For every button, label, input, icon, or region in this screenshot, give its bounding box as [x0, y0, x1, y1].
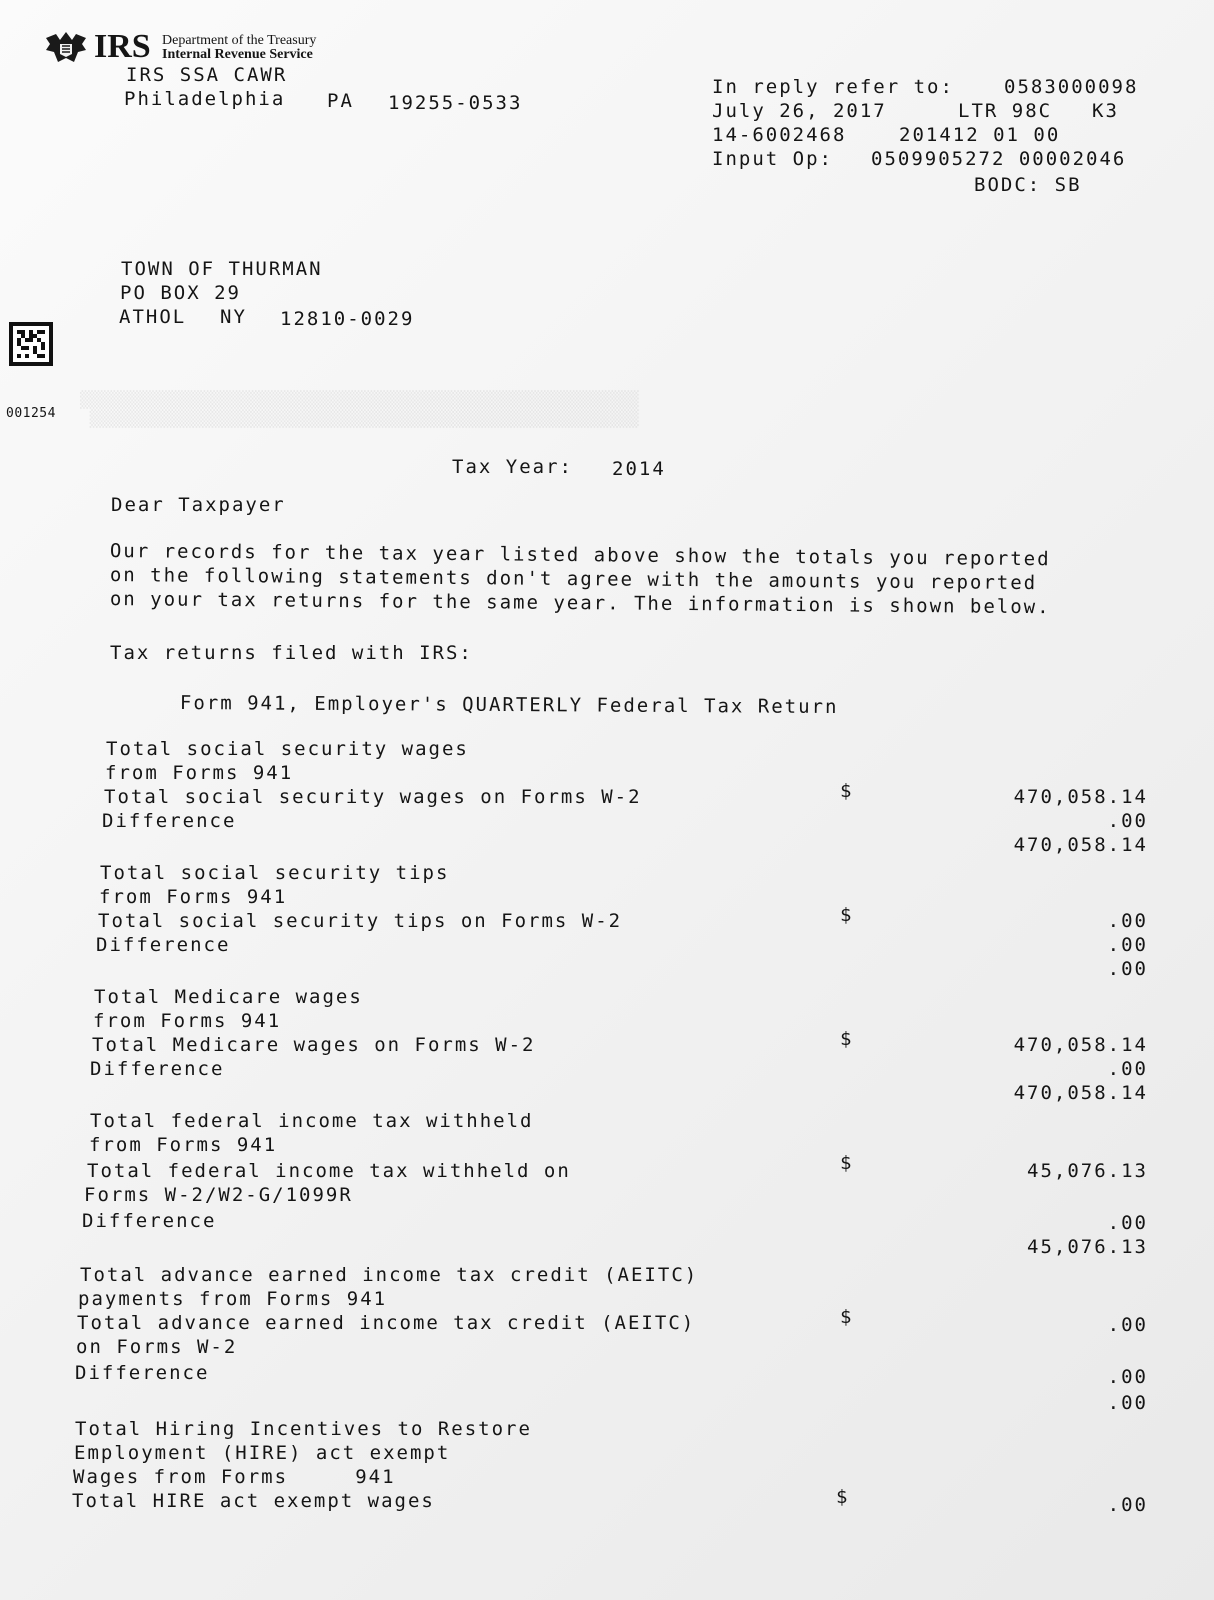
fit-dollar-sign: $ [840, 1152, 854, 1174]
hire-label: Total Hiring Incentives to Restore [75, 1418, 532, 1440]
sender-office: IRS SSA CAWR [126, 64, 288, 86]
ss-wages-w2-value: .00 [1107, 810, 1148, 832]
ss-wages-dollar-sign: $ [840, 780, 854, 802]
input-op-value: 0509905272 00002046 [871, 148, 1127, 170]
fit-sublabel: from Forms 941 [89, 1134, 278, 1156]
sender-state: PA [327, 90, 354, 112]
fit-941-value: 45,076.13 [1027, 1160, 1148, 1182]
hire-forms-label: Wages from Forms 941 [73, 1466, 396, 1488]
hire-total-label: Total HIRE act exempt wages [72, 1490, 435, 1512]
letter-code: LTR 98C [958, 100, 1053, 122]
input-op-label: Input Op: [712, 148, 833, 170]
aeitc-label: Total advance earned income tax credit (AEITC) [80, 1264, 699, 1286]
medicare-wages-w2-value: .00 [1107, 1058, 1148, 1080]
side-sequence-number: 001254 [6, 406, 56, 421]
ss-tips-label: Total social security tips [100, 862, 450, 884]
ss-tips-difference-label: Difference [96, 934, 231, 956]
aeitc-difference-label: Difference [75, 1362, 210, 1384]
medicare-wages-dollar-sign: $ [840, 1028, 854, 1050]
aeitc-sublabel: payments from Forms 941 [78, 1288, 388, 1310]
sender-zip: 19255-0533 [388, 92, 523, 114]
form-941-title: Form 941, Employer's QUARTERLY Federal Tax Return [179, 692, 839, 719]
fit-difference-value: 45,076.13 [1027, 1236, 1148, 1258]
hire-dollar-sign: $ [836, 1486, 850, 1508]
intro-line-2: on the following statements don't agree with the amounts you reported [109, 564, 1038, 595]
fit-w2-label: Total federal income tax withheld on [87, 1160, 571, 1182]
greeting: Dear Taxpayer [111, 494, 286, 516]
ss-wages-difference-label: Difference [102, 810, 237, 832]
ss-wages-label: Total social security wages [106, 738, 469, 760]
ss-wages-941-value: 470,058.14 [1013, 786, 1148, 808]
ss-wages-sublabel: from Forms 941 [105, 762, 294, 784]
aeitc-w2-label: Total advance earned income tax credit (AEITC) [77, 1312, 696, 1334]
recipient-name: TOWN OF THURMAN [121, 258, 323, 280]
irs-eagle-logo-icon [44, 30, 88, 64]
ss-tips-difference-value: .00 [1107, 958, 1148, 980]
recipient-city: ATHOL [119, 306, 187, 328]
tax-period: 201412 01 00 [899, 124, 1061, 146]
aeitc-dollar-sign: $ [840, 1306, 854, 1328]
ss-tips-w2-value: .00 [1107, 934, 1148, 956]
irs-wordmark: IRS [94, 28, 151, 65]
recipient-address: PO BOX 29 [120, 282, 241, 304]
letter-suffix: K3 [1092, 100, 1119, 122]
fit-difference-label: Difference [82, 1210, 217, 1232]
medicare-wages-label: Total Medicare wages [94, 986, 363, 1008]
hire-value: .00 [1107, 1494, 1148, 1516]
reply-refer-label: In reply refer to: [712, 76, 954, 98]
letter-date: July 26, 2017 [712, 100, 887, 122]
intro-line-1: Our records for the tax year listed above show the totals you reported [109, 540, 1051, 571]
bleed-through-texture: ▒▒▒▒▒▒▒▒▒▒▒▒▒▒▒▒▒▒▒▒▒▒▒▒▒▒▒▒▒▒▒▒▒▒▒▒▒▒▒▒▒▒▒▒▒▒▒▒▒▒▒▒▒▒▒▒▒▒ ▒▒▒▒▒▒▒▒▒▒▒▒▒▒▒▒▒▒▒▒▒▒▒▒▒▒▒▒▒▒▒▒▒▒▒▒▒▒▒▒▒▒▒▒▒▒▒▒▒▒▒▒▒▒▒▒▒ [80, 390, 639, 428]
recipient-zip: 12810-0029 [280, 308, 415, 330]
ss-wages-difference-value: 470,058.14 [1013, 834, 1148, 856]
bodc-code: BODC: SB [974, 174, 1082, 196]
aeitc-difference-value: .00 [1107, 1392, 1148, 1414]
fit-w2-value: .00 [1107, 1212, 1148, 1234]
ss-tips-941-value: .00 [1107, 910, 1148, 932]
department-line-2: Internal Revenue Service [162, 47, 313, 62]
recipient-state: NY [220, 306, 247, 328]
medicare-wages-w2-label: Total Medicare wages on Forms W-2 [92, 1034, 536, 1056]
fit-label: Total federal income tax withheld [90, 1110, 534, 1132]
intro-line-3: on your tax returns for the same year. The information is shown below. [109, 588, 1051, 619]
ss-wages-w2-label: Total social security wages on Forms W-2 [104, 786, 642, 808]
ss-tips-w2-label: Total social security tips on Forms W-2 [98, 910, 623, 932]
aeitc-w2-forms-label: on Forms W-2 [76, 1336, 238, 1358]
medicare-wages-difference-label: Difference [90, 1058, 225, 1080]
returns-filed-label: Tax returns filed with IRS: [110, 642, 473, 664]
sender-city: Philadelphia [124, 88, 286, 110]
tax-year-label: Tax Year: [452, 456, 573, 478]
department-name [162, 34, 316, 62]
ss-tips-sublabel: from Forms 941 [99, 886, 288, 908]
aeitc-w2-value: .00 [1107, 1366, 1148, 1388]
irs-letterhead [44, 30, 364, 66]
ss-tips-dollar-sign: $ [840, 904, 854, 926]
aeitc-941-value: .00 [1107, 1314, 1148, 1336]
employer-id: 14-6002468 [712, 124, 847, 146]
reply-refer-number: 0583000098 [1004, 76, 1139, 98]
medicare-wages-difference-value: 470,058.14 [1013, 1082, 1148, 1104]
barcode-icon [9, 322, 53, 366]
tax-year-value: 2014 [612, 458, 666, 480]
fit-w2-forms-label: Forms W-2/W2-G/1099R [84, 1184, 353, 1206]
department-line-1: Department of the Treasury [162, 33, 317, 48]
medicare-wages-sublabel: from Forms 941 [93, 1010, 282, 1032]
hire-sublabel: Employment (HIRE) act exempt [74, 1442, 451, 1464]
medicare-wages-941-value: 470,058.14 [1013, 1034, 1148, 1056]
